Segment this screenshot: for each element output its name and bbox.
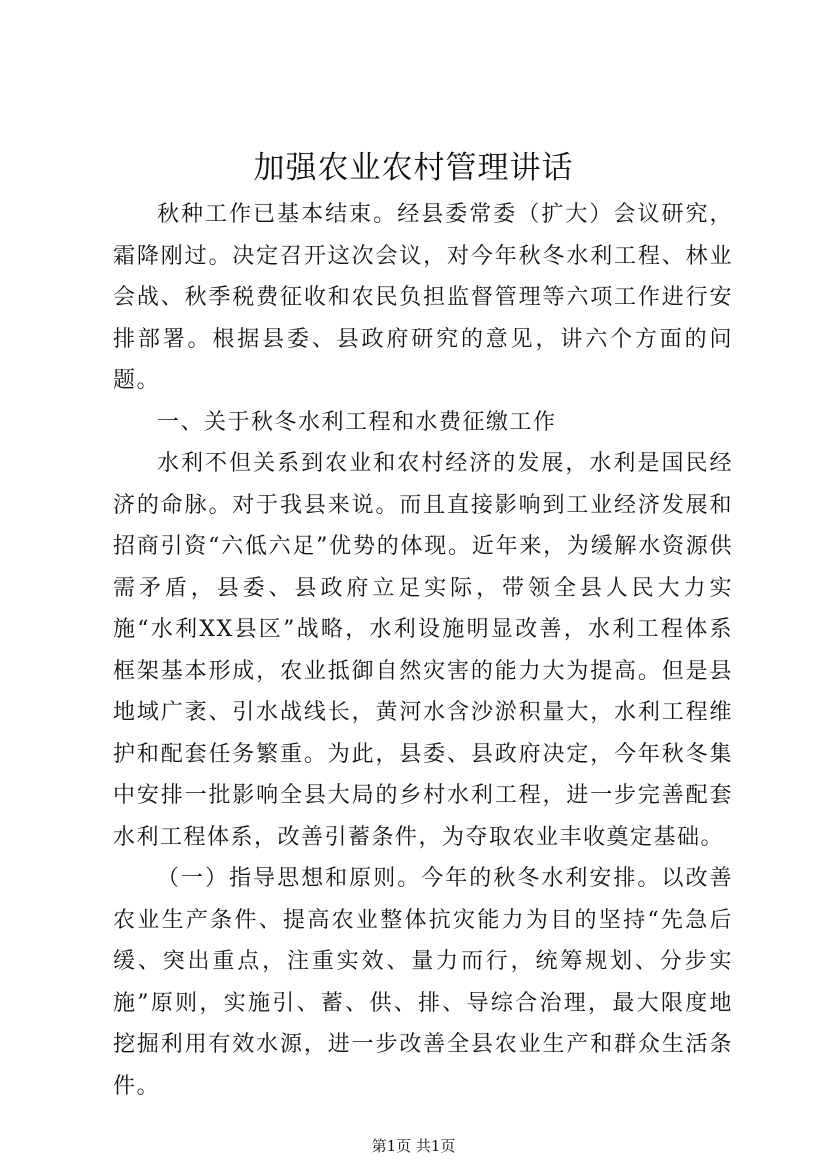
- page-footer: 第1页 共1页: [371, 1137, 456, 1155]
- document-title: 加强农业农村管理讲话: [253, 150, 574, 186]
- section-heading-1: 一、关于秋冬水利工程和水费征缴工作: [157, 409, 557, 435]
- paragraph-guiding-principles: （一）指导思想和原则。今年的秋冬水利安排。以改善农业生产条件、提高农业整体抗灾能力为目的坚持“先急后缓、突出重点，注重实效、量力而行，统筹规划、分步实施”原则，实施引、蓄、供、排、导综合治理，最大限度地挖掘利用有效水源，进一步改善全县农业生产和群众生活条件。: [113, 866, 733, 1099]
- document-body: [113, 194, 733, 1107]
- paragraph-water-conservancy: 水利不但关系到农业和农村经济的发展，水利是国民经济的命脉。对于我县来说。而且直接影响到工业经济发展和招商引资“六低六足”优势的体现。近年来，为缓解水资源供需矛盾，县委、县政府立足实际，带领全县人民大力实施“水利XX县区”战略，水利设施明显改善，水利工程体系框架基本形成，农业抵御自然灾害的能力大为提高。但是县地域广袤、引水战线长，黄河水含沙淤积量大，水利工程维护和配套任务繁重。为此，县委、县政府决定，今年秋冬集中安排一批影响全县大局的乡村水利工程，进一步完善配套水利工程体系，改善引蓄条件，为夺取农业丰收奠定基础。: [113, 451, 733, 850]
- paragraph-intro: 秋种工作已基本结束。经县委常委（扩大）会议研究，霜降刚过。决定召开这次会议，对今年秋冬水利工程、林业会战、秋季税费征收和农民负担监督管理等六项工作进行安排部署。根据县委、县政府研究的意见，讲六个方面的问题。: [113, 202, 733, 393]
